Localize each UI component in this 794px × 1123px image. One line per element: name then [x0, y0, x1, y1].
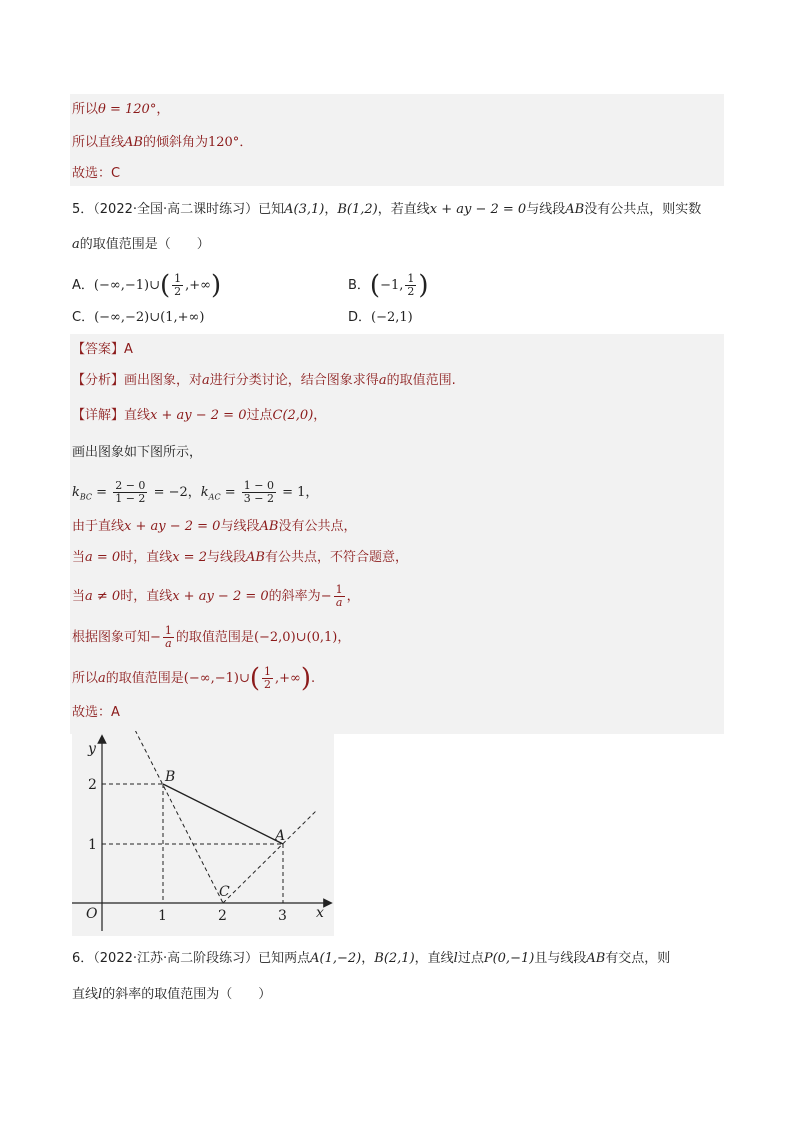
draw-line: 画出图象如下图所示， — [72, 445, 203, 460]
option-label: D． — [348, 310, 372, 325]
geometry-figure — [72, 731, 334, 936]
paren-close: ) — [418, 270, 429, 301]
prev-solution-line-1 — [72, 100, 169, 120]
step-1: 由于直线x + ay − 2 = 0与线段AB没有公共点， — [72, 519, 357, 534]
math: a — [72, 237, 80, 252]
question-number: 5． — [72, 202, 94, 217]
detail-line: 【详解】直线x + ay − 2 = 0过点C(2,0)， — [72, 408, 327, 423]
math: AB — [565, 202, 585, 217]
text: 的倾斜角为 — [142, 135, 208, 150]
option-b[interactable] — [348, 270, 429, 301]
q6-line-1: 6．（2022·江苏·高二阶段练习）已知两点A(1,−2)，B(2,1)，直线l过点P(0,−1)且与线段AB有交点，则 — [72, 951, 671, 966]
origin-label: O — [86, 906, 98, 922]
answer-tag: 【答案】 — [72, 342, 125, 357]
x-tick-2: 2 — [218, 908, 227, 924]
option-a[interactable] — [72, 270, 222, 301]
fraction: $\frac{1}{2}$ — [174, 272, 182, 298]
text: ． — [239, 135, 253, 150]
option-label: C． — [72, 310, 95, 325]
math: θ = 120° — [98, 102, 157, 117]
paren-open: ( — [369, 270, 381, 301]
segment-ab — [163, 784, 286, 844]
step-3: 当a ≠ 0时，直线x + ay − 2 = 0的斜率为− $\frac{1}{a}$ ， — [72, 583, 360, 609]
question-source: （2022·江苏·高二阶段练习）已知两点 — [93, 951, 311, 966]
q5-line-1 — [72, 200, 701, 220]
math: x + ay − 2 = 0 — [429, 202, 527, 217]
analysis-line: 【分析】画出图象，对a进行分类讨论，结合图象求得a的取值范围. — [72, 373, 456, 388]
paren-close: ) — [210, 270, 222, 301]
text: 的取值范围是（ ） — [79, 237, 210, 252]
fraction: $\frac{1}{2}$ — [407, 272, 415, 298]
math: (−∞,−1)∪ — [93, 278, 160, 293]
text: ，若直线 — [377, 202, 430, 217]
math: (−∞,−2)∪(1,+∞) — [94, 310, 205, 325]
option-c[interactable] — [72, 308, 204, 328]
line-ca — [223, 811, 316, 903]
text: 没有公共点，则实数 — [584, 202, 702, 217]
math: AB — [124, 135, 143, 150]
math: B(1,2) — [337, 202, 378, 217]
text: ， — [156, 102, 170, 117]
point-c-label: C — [219, 884, 230, 900]
x-tick-3: 3 — [278, 908, 287, 924]
question-number: 6． — [72, 951, 94, 966]
prev-solution-line-2 — [72, 133, 252, 153]
x-axis-label: x — [316, 905, 324, 921]
math: ,+∞ — [185, 278, 211, 293]
y-tick-2: 2 — [88, 777, 97, 793]
option-d[interactable] — [348, 308, 413, 328]
text: 所以直线 — [72, 135, 125, 150]
y-axis-label: y — [88, 741, 96, 757]
option-label: A． — [72, 278, 94, 293]
prev-answer: 故选：C — [72, 166, 121, 181]
y-tick-1: 1 — [88, 837, 97, 853]
line-bc — [132, 731, 223, 903]
text: ， — [324, 202, 338, 217]
point-b-label: B — [165, 769, 176, 785]
step-2: 当a = 0时，直线x = 2与线段AB有公共点，不符合题意， — [72, 550, 408, 565]
answer-line — [72, 340, 133, 360]
step-5: 所以a的取值范围是(−∞,−1)∪( $\frac{1}{2}$ ,+∞). — [72, 663, 316, 694]
detail-tag: 【详解】 — [72, 408, 125, 423]
answer-value: A — [124, 342, 133, 357]
math: A(3,1) — [284, 202, 325, 217]
question-source: （2022·全国·高二课时练习）已知 — [93, 202, 285, 217]
point-a-label: A — [275, 828, 286, 844]
math: −1, — [380, 278, 404, 293]
x-tick-1: 1 — [158, 908, 167, 924]
text: 所以 — [72, 102, 99, 117]
slope-line: $k_{BC}$ = $\frac{2 - 0}{1 - 2}$ = −2，$k_{AC}$ = $\frac{1 - 0}{3 - 2}$ = 1， — [72, 479, 319, 505]
paren-open: ( — [159, 270, 171, 301]
math: (−2,1) — [371, 310, 413, 325]
q6-line-2: 直线l的斜率的取值范围为（ ） — [72, 987, 272, 1002]
final-answer: 故选：A — [72, 705, 120, 720]
math: 120° — [207, 135, 240, 150]
q5-line-2 — [72, 235, 210, 255]
coordinate-diagram — [72, 731, 334, 936]
option-label: B． — [348, 278, 370, 293]
text: 与线段 — [526, 202, 566, 217]
step-4: 根据图象可知− $\frac{1}{a}$ 的取值范围是(−2,0)∪(0,1)， — [72, 624, 351, 650]
analysis-tag: 【分析】 — [72, 373, 125, 388]
